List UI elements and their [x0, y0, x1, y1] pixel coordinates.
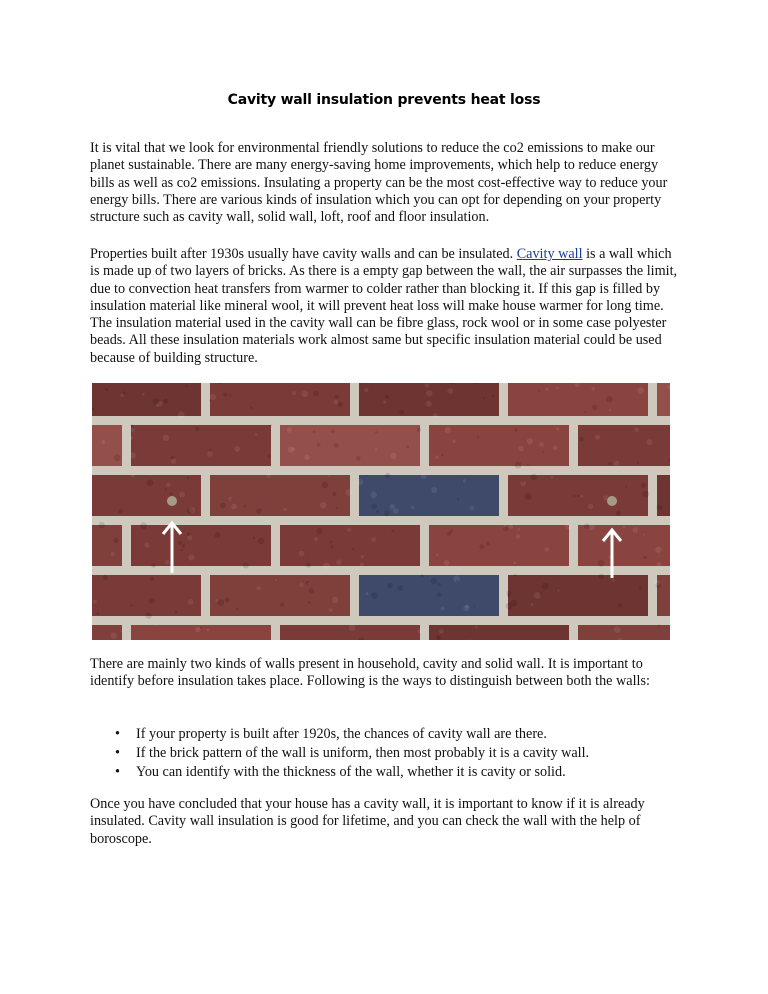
brick-texture	[131, 424, 134, 427]
list-item	[90, 744, 682, 763]
brick-texture	[130, 452, 136, 458]
brick-texture	[504, 525, 507, 528]
brick-texture	[371, 537, 376, 542]
brick-texture	[483, 397, 485, 399]
brick-texture	[655, 547, 661, 553]
brick-texture	[606, 396, 613, 403]
brick-texture	[170, 492, 173, 495]
brick-texture	[437, 592, 442, 597]
brick-texture	[187, 476, 190, 479]
brick-texture	[308, 601, 311, 604]
brick-texture	[243, 562, 249, 568]
brick-texture	[185, 385, 187, 387]
brick-texture	[187, 532, 191, 536]
brick-texture	[463, 479, 466, 482]
brick-texture	[452, 440, 455, 443]
brick-texture	[118, 509, 123, 514]
brick-texture	[616, 511, 621, 516]
brick-texture	[360, 562, 364, 566]
brick-texture	[643, 556, 647, 560]
brick-texture	[130, 605, 133, 608]
paragraph-text: is a wall which is made up of two layers of bricks. As there is a empty gap between the wall, the air surpasses the limit, due to convection heat transfers from warmer to colder rather than blocking it. If this gap is filled by insulation material like mineral wool, it will prevent heat loss will make house warmer for long time. The insulation material used in the cavity wall can be fibre glass, rock wool or in some case polyester beads. All these insulation materials work almost same but specific insulation material could be used because of building structure.	[90, 246, 678, 366]
brick-texture	[447, 531, 451, 535]
brick-texture	[308, 583, 310, 585]
brick-texture	[163, 434, 170, 441]
brick-texture	[270, 425, 272, 427]
brick-texture	[431, 578, 438, 585]
brick-texture	[435, 456, 438, 459]
brick-texture	[150, 577, 154, 581]
brick-texture	[612, 579, 615, 582]
brick-texture	[188, 554, 194, 560]
brick-texture	[614, 461, 619, 466]
brick-texture	[492, 395, 494, 397]
brick-texture	[406, 445, 409, 448]
brick-texture	[114, 454, 121, 461]
brick-texture	[313, 430, 316, 433]
brick-texture	[431, 487, 437, 493]
brick-wall-photo	[92, 383, 670, 640]
brick-texture	[384, 510, 390, 516]
brick-texture	[538, 390, 540, 392]
brick-texture	[292, 391, 296, 395]
brick-texture	[633, 527, 639, 533]
brick-texture	[229, 394, 231, 396]
brick-texture	[304, 455, 310, 461]
brick-texture	[147, 479, 154, 486]
brick-texture	[113, 538, 118, 543]
cavity-wall-paragraph	[90, 246, 682, 367]
brick-texture	[187, 535, 192, 540]
brick	[359, 383, 499, 416]
brick-texture	[421, 574, 424, 577]
brick-texture	[515, 462, 522, 469]
brick-texture	[584, 411, 587, 414]
brick-texture	[336, 507, 338, 509]
brick-texture	[225, 597, 230, 602]
brick-texture	[657, 562, 662, 567]
brick-texture	[418, 629, 423, 634]
brick-texture	[545, 547, 549, 551]
bullet-icon: •	[115, 726, 120, 742]
brick	[92, 625, 122, 640]
brick-texture	[332, 597, 339, 604]
brick-texture	[267, 455, 270, 458]
brick-texture	[433, 413, 438, 418]
brick-texture	[457, 498, 459, 500]
brick	[280, 425, 420, 466]
brick-texture	[151, 563, 155, 567]
brick-texture	[275, 579, 277, 581]
brick-texture	[658, 625, 660, 627]
brick-texture	[514, 574, 517, 577]
conclusion-paragraph: Once you have concluded that your house has a cavity wall, it is important to know if it is already insulated. Cavity wall insulation is good for lifetime, and you can check the wall with the help of boroscope.	[90, 796, 645, 847]
brick-texture	[230, 498, 233, 501]
brick-texture	[376, 510, 379, 513]
brick-texture	[399, 410, 404, 415]
brick-texture	[588, 504, 594, 510]
brick-texture	[288, 447, 294, 453]
brick-texture	[129, 436, 133, 440]
brick-texture	[287, 428, 292, 433]
brick-texture	[477, 436, 480, 439]
brick-texture	[111, 552, 115, 556]
brick-texture	[338, 402, 343, 407]
brick-texture	[375, 431, 377, 433]
brick-texture	[375, 448, 377, 450]
brick-texture	[557, 589, 559, 591]
brick-texture	[656, 505, 662, 511]
brick-texture	[592, 405, 598, 411]
brick-texture	[331, 429, 335, 433]
brick-texture	[328, 475, 330, 477]
brick-texture	[439, 629, 443, 633]
brick	[508, 575, 648, 616]
brick-texture	[534, 592, 541, 599]
brick-texture	[518, 446, 524, 452]
brick-texture	[155, 624, 157, 626]
brick-texture	[595, 435, 600, 440]
brick-texture	[618, 603, 622, 607]
drill-hole	[607, 496, 617, 506]
brick-texture	[579, 437, 584, 442]
brick-texture	[509, 524, 514, 529]
brick-texture	[256, 508, 262, 514]
brick-texture	[280, 603, 284, 607]
brick-texture	[207, 451, 212, 456]
brick-texture	[165, 488, 167, 490]
brick-texture	[417, 428, 421, 432]
brick-texture	[637, 387, 644, 394]
brick-texture	[623, 526, 625, 528]
brick-texture	[506, 590, 511, 595]
brick	[508, 383, 648, 416]
brick-texture	[390, 453, 396, 459]
brick-texture	[361, 555, 365, 559]
brick-texture	[299, 583, 303, 587]
brick-texture	[385, 473, 390, 478]
brick-texture	[390, 504, 395, 509]
brick-texture	[531, 603, 534, 606]
brick-texture	[589, 524, 595, 530]
brick-texture	[120, 630, 122, 632]
brick-texture	[195, 427, 199, 431]
brick-texture	[179, 492, 185, 498]
brick	[131, 425, 271, 466]
brick-texture	[313, 391, 319, 397]
brick-texture	[436, 636, 441, 640]
brick-texture	[93, 600, 97, 604]
brick-texture	[214, 532, 220, 538]
brick	[359, 475, 499, 516]
intro-paragraph: It is vital that we look for environmental friendly solutions to reduce the co2 emissions to make our planet sustainable. There are many energy-saving home improvements, which help to reduce energy bills as well as co2 emissions. Insulating a property can be the most cost-effective way to reduce your energy bills. There are various kinds of insulation which you can opt for depending on your property structure such as cavity wall, solid wall, loft, roof and floor insulation.	[90, 140, 668, 226]
brick-texture	[317, 443, 321, 447]
brick-texture	[513, 561, 516, 564]
brick-texture	[411, 506, 414, 509]
brick-texture	[142, 393, 145, 396]
brick-texture	[465, 605, 469, 609]
cavity-wall-link[interactable]: Cavity wall	[516, 246, 583, 262]
brick-texture	[171, 456, 175, 460]
brick-texture	[510, 600, 517, 607]
brick-texture	[637, 461, 640, 464]
brick-texture	[99, 522, 105, 528]
brick-texture	[426, 390, 432, 396]
brick-texture	[425, 383, 429, 387]
brick-texture	[397, 585, 403, 591]
brick-texture	[542, 451, 544, 453]
brick-texture	[473, 605, 475, 607]
brick-texture	[175, 611, 178, 614]
brick-texture	[314, 537, 318, 541]
brick-texture	[206, 628, 209, 631]
brick-texture	[643, 491, 650, 498]
brick-texture	[220, 503, 226, 509]
brick-texture	[370, 492, 376, 498]
brick-texture	[189, 507, 195, 513]
brick	[210, 475, 350, 516]
brick-texture	[258, 537, 265, 544]
brick-texture	[553, 445, 558, 450]
brick-texture	[366, 592, 369, 595]
brick-texture	[323, 562, 330, 569]
brick-texture	[131, 474, 135, 478]
brick-texture	[371, 592, 378, 599]
brick-texture	[475, 626, 478, 629]
brick-texture	[284, 508, 287, 511]
brick-texture	[157, 401, 162, 406]
brick-texture	[393, 508, 399, 514]
brick	[578, 425, 670, 466]
brick-texture	[540, 592, 542, 594]
brick-texture	[441, 454, 444, 457]
brick	[210, 383, 350, 416]
brick-texture	[584, 523, 590, 529]
brick-texture	[255, 433, 258, 436]
brick-texture	[131, 429, 135, 433]
brick-texture	[573, 495, 575, 497]
brick-texture	[236, 608, 238, 610]
brick-texture	[444, 560, 450, 566]
brick-texture	[639, 586, 642, 589]
paragraph-text: Properties built after 1930s usually have cavity walls and can be insulated.	[90, 246, 517, 262]
brick-texture	[146, 613, 152, 619]
brick-texture	[347, 528, 351, 532]
brick-texture	[445, 427, 451, 433]
brick-texture	[550, 476, 553, 479]
brick-texture	[539, 442, 544, 447]
brick-texture	[643, 533, 645, 535]
brick-texture	[210, 394, 216, 400]
brick-texture	[334, 443, 339, 448]
brick-texture	[188, 599, 194, 605]
brick-texture	[556, 427, 559, 430]
brick-texture	[306, 563, 311, 568]
brick-texture	[231, 504, 237, 510]
brick-texture	[195, 627, 201, 633]
wall-types-paragraph: There are mainly two kinds of walls present in household, cavity and solid wall. It is important to identify before insulation takes place. Following is the ways to distinguish between both the walls:	[90, 656, 650, 690]
brick-texture	[625, 485, 627, 487]
list-item	[90, 763, 682, 782]
brick-texture	[545, 388, 548, 391]
brick-texture	[352, 547, 355, 550]
brick-texture	[357, 479, 363, 485]
brick-wall-image	[92, 383, 670, 640]
brick-texture	[441, 607, 445, 611]
brick-texture	[447, 388, 453, 394]
brick-texture	[165, 560, 169, 564]
brick-texture	[105, 388, 108, 391]
brick-texture	[456, 580, 458, 582]
brick	[578, 525, 670, 566]
brick-texture	[320, 502, 327, 509]
list-item-text: If your property is built after 1920s, the chances of cavity wall are there.	[136, 726, 547, 742]
list-item-text: You can identify with the thickness of the wall, whether it is cavity or solid.	[136, 764, 566, 780]
brick-texture	[654, 579, 660, 585]
brick-texture	[101, 440, 105, 444]
brick-texture	[316, 528, 322, 534]
brick-texture	[486, 542, 490, 546]
brick-texture	[565, 523, 571, 529]
brick-texture	[217, 599, 224, 606]
brick-texture	[356, 456, 361, 461]
brick-texture	[182, 544, 185, 547]
document-title: Cavity wall insulation prevents heat loss	[227, 92, 541, 108]
brick-texture	[309, 588, 314, 593]
brick-texture	[371, 504, 377, 510]
brick-texture	[257, 586, 261, 590]
bullet-icon: •	[115, 764, 120, 780]
brick-texture	[234, 446, 240, 452]
list-item-text: If the brick pattern of the wall is uniform, then most probably it is a cavity wall.	[136, 745, 590, 761]
brick-texture	[385, 395, 389, 399]
brick-texture	[542, 583, 549, 590]
brick-texture	[345, 489, 352, 496]
brick-texture	[608, 462, 612, 466]
brick-texture	[209, 449, 212, 452]
brick-texture	[556, 387, 559, 390]
drill-hole	[167, 496, 177, 506]
brick-texture	[518, 528, 521, 531]
brick	[429, 625, 569, 640]
brick-texture	[336, 559, 342, 565]
brick-texture	[514, 428, 518, 432]
brick	[92, 383, 201, 416]
brick-texture	[181, 549, 183, 551]
brick	[359, 575, 499, 616]
brick-texture	[178, 541, 182, 545]
brick-texture	[144, 542, 149, 547]
brick-texture	[391, 529, 394, 532]
brick-texture	[426, 401, 432, 407]
brick-texture	[525, 493, 532, 500]
brick-texture	[609, 409, 611, 411]
brick-texture	[96, 612, 99, 615]
brick-texture	[140, 522, 147, 529]
brick-texture	[634, 427, 639, 432]
brick-texture	[250, 406, 253, 409]
brick-texture	[110, 632, 116, 638]
brick-texture	[387, 583, 393, 589]
brick-texture	[178, 411, 185, 418]
brick-texture	[349, 624, 356, 631]
brick-texture	[469, 506, 474, 511]
brick-texture	[122, 391, 125, 394]
brick-texture	[330, 545, 333, 548]
brick-texture	[577, 495, 580, 498]
brick-texture	[301, 390, 308, 397]
brick-texture	[102, 575, 107, 580]
brick-texture	[516, 534, 520, 538]
brick-texture	[266, 473, 271, 478]
bullet-icon: •	[115, 745, 120, 761]
distinguish-list	[90, 725, 682, 782]
brick-texture	[598, 560, 605, 567]
brick-texture	[223, 393, 227, 397]
brick-texture	[243, 505, 246, 508]
brick	[92, 525, 122, 566]
brick-texture	[520, 481, 526, 487]
brick-texture	[149, 598, 155, 604]
brick-texture	[599, 574, 605, 580]
brick-texture	[364, 388, 368, 392]
brick-texture	[333, 492, 337, 496]
brick-texture	[646, 439, 652, 445]
brick-texture	[253, 536, 255, 538]
brick	[131, 525, 271, 566]
brick-texture	[166, 482, 171, 487]
brick-texture	[527, 464, 529, 466]
brick-texture	[334, 400, 338, 404]
brick-texture	[591, 387, 595, 391]
brick-texture	[209, 399, 211, 401]
brick-texture	[479, 544, 484, 549]
brick-texture	[330, 541, 333, 544]
brick	[92, 575, 201, 616]
brick-texture	[329, 608, 333, 612]
brick-texture	[335, 395, 339, 399]
brick-texture	[163, 399, 168, 404]
brick-texture	[436, 553, 439, 556]
brick-texture	[299, 551, 305, 557]
list-item	[90, 725, 682, 744]
brick-texture	[437, 583, 441, 587]
brick-texture	[527, 438, 533, 444]
brick-texture	[580, 495, 583, 498]
brick-texture	[321, 482, 328, 489]
brick-texture	[614, 626, 621, 633]
brick	[578, 625, 670, 640]
brick-texture	[641, 483, 646, 488]
brick-texture	[421, 473, 427, 479]
brick-texture	[530, 474, 536, 480]
brick-texture	[383, 400, 386, 403]
